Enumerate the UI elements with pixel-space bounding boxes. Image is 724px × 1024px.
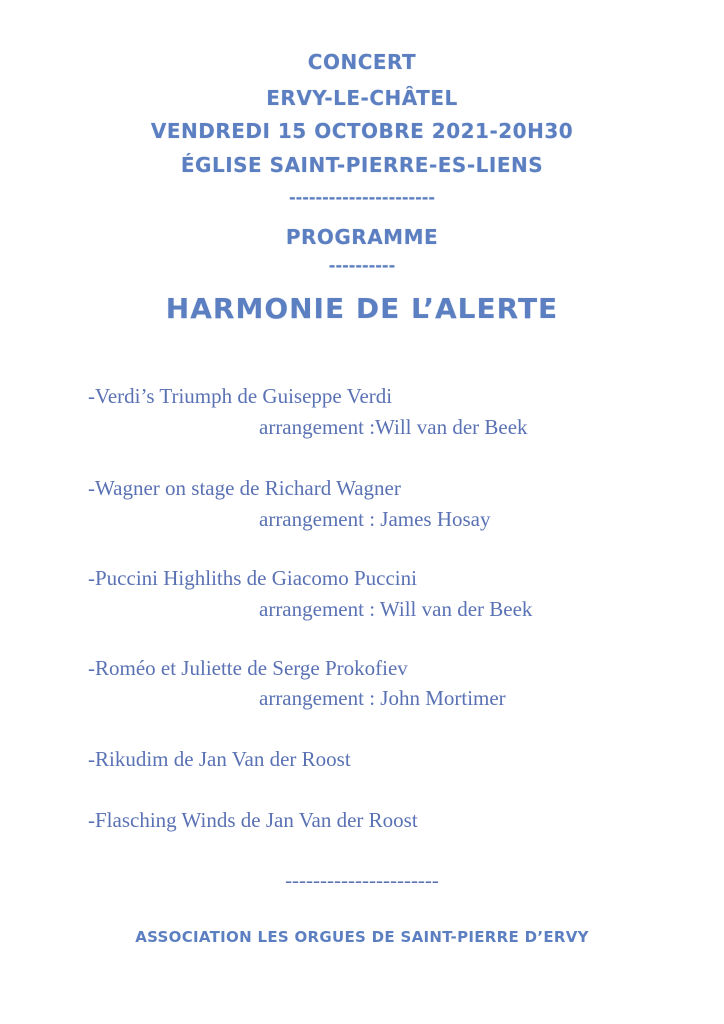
program-item-title: -Puccini Highliths de Giacomo Puccini <box>88 566 417 590</box>
ensemble-title: HARMONIE DE L’ALERTE <box>165 292 559 325</box>
closing-separator: ---------------------- <box>285 868 439 892</box>
date-time-heading: VENDREDI 15 OCTOBRE 2021-20H30 <box>150 119 574 143</box>
program-item-arrangement: arrangement : Will van der Beek <box>259 597 533 621</box>
program-item-arrangement: arrangement : John Mortimer <box>259 686 506 710</box>
program-item-title: -Wagner on stage de Richard Wagner <box>88 476 401 500</box>
programme-separator: ---------- <box>328 256 396 275</box>
program-item-title: -Rikudim de Jan Van der Roost <box>88 747 351 771</box>
program-item-arrangement: arrangement : James Hosay <box>259 507 491 531</box>
program-item-title: -Roméo et Juliette de Serge Prokofiev <box>88 656 408 680</box>
program-item-title: -Verdi’s Triumph de Guiseppe Verdi <box>88 384 393 408</box>
organizer-footer: ASSOCIATION LES ORGUES DE SAINT-PIERRE D’ERVY <box>135 928 589 946</box>
programme-heading: PROGRAMME <box>285 225 439 249</box>
program-item-title: -Flasching Winds de Jan Van der Roost <box>88 808 418 832</box>
venue-heading: ÉGLISE SAINT-PIERRE-ES-LIENS <box>180 153 544 177</box>
header-separator: ---------------------- <box>288 188 436 207</box>
program-item-arrangement: arrangement :Will van der Beek <box>259 415 528 439</box>
event-type-heading: CONCERT <box>307 50 417 74</box>
location-heading: ERVY-LE-CHÂTEL <box>266 86 458 110</box>
